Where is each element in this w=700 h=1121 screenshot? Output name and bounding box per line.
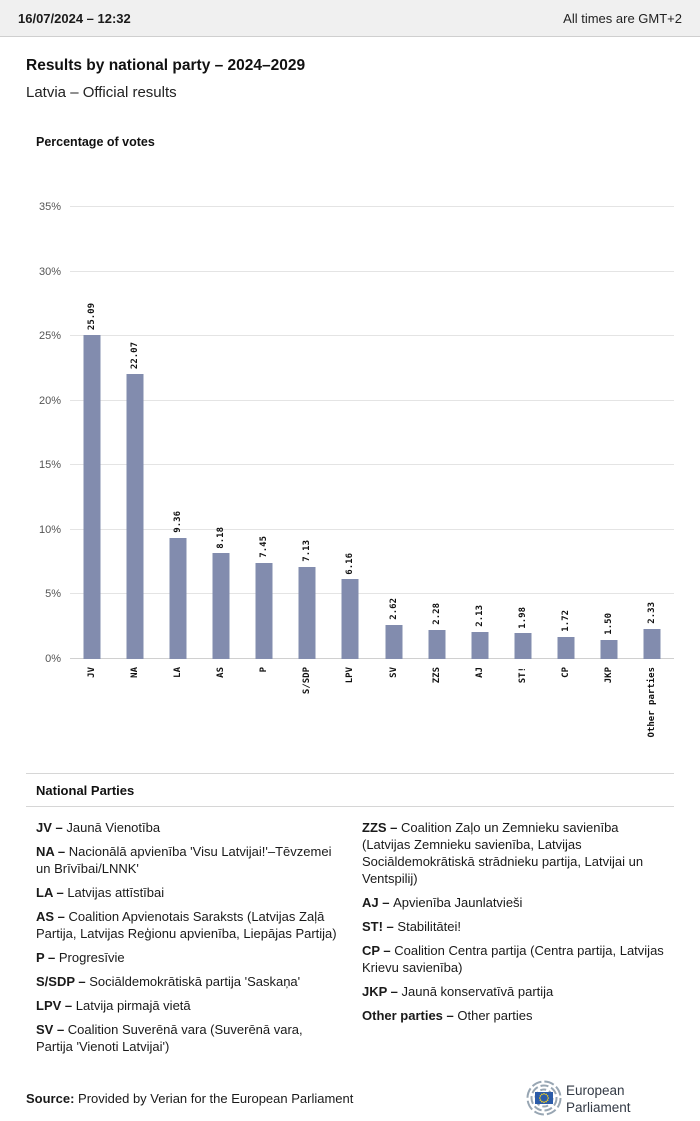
bar-column: [286, 207, 329, 695]
source-line: [26, 1091, 353, 1106]
european-parliament-logo: [520, 1076, 676, 1120]
bar-value-label: 2.13: [474, 604, 485, 627]
bar-columns: [70, 207, 674, 738]
bar-column: [70, 207, 113, 678]
datetime-label: 16/07/2024 – 12:32: [18, 10, 131, 26]
legend-item: [362, 918, 664, 935]
party-code: CP –: [362, 943, 395, 958]
timezone-note: All times are GMT+2: [563, 10, 682, 26]
x-tick-label: AJ: [474, 667, 485, 678]
y-tick-label: 15%: [38, 459, 61, 472]
bar: [126, 374, 143, 659]
legend-item: [36, 949, 338, 966]
bar-value-label: 2.62: [388, 598, 399, 621]
party-name: Progresīvie: [58, 950, 125, 965]
legend-item: [36, 1021, 338, 1055]
title-block: [26, 57, 674, 101]
bar: [169, 538, 186, 659]
y-tick-label: 5%: [45, 588, 61, 601]
bar-column: [329, 207, 372, 684]
party-name: Coalition Zaļo un Zemnieku savienība (Latvijas Zemnieku savienība, Latvijas Sociāldemokrātiskā strādnieku partija, Latvijai un Ventspilij): [362, 820, 644, 886]
bar-column: [545, 207, 588, 678]
y-tick-label: 30%: [38, 265, 61, 278]
bar-value-label: 8.18: [215, 526, 226, 549]
party-code: JV –: [36, 820, 67, 835]
bar-value-label: 22.07: [129, 341, 140, 369]
legend-item: [362, 983, 664, 1000]
national-parties-legend: [26, 773, 674, 1062]
bar-column: [415, 207, 458, 684]
party-code: SV –: [36, 1022, 68, 1037]
plot-area: [38, 201, 674, 738]
y-tick-label: 10%: [38, 523, 61, 536]
bar: [601, 640, 618, 659]
bar-column: [588, 207, 631, 684]
bar-column: [372, 207, 415, 678]
legend-item: [36, 884, 338, 901]
x-tick-label: P: [259, 667, 270, 673]
legend-column-right: [362, 819, 664, 1062]
party-name: Other parties: [457, 1008, 533, 1023]
party-code: LPV –: [36, 998, 76, 1013]
x-tick-label: ZZS: [431, 667, 442, 684]
party-name: Jaunā konservatīvā partija: [401, 984, 554, 999]
party-name: Latvijas attīstībai: [67, 885, 165, 900]
party-name: Stabilitātei!: [397, 919, 461, 934]
x-tick-label: S/SDP: [302, 667, 313, 695]
bar-value-label: 1.72: [561, 610, 572, 632]
x-tick-label: CP: [561, 667, 572, 678]
party-code: S/SDP –: [36, 974, 90, 989]
party-name: Sociāldemokrātiskā partija 'Saskaņa': [89, 974, 301, 989]
source-label: Source:: [26, 1090, 75, 1106]
legend-item: [36, 973, 338, 990]
logo-text-line1: European: [566, 1083, 625, 1098]
page-subtitle: Latvia – Official results: [26, 84, 177, 101]
legend-item: [362, 819, 664, 887]
party-name: Coalition Suverēnā vara (Suverēnā vara, Partija 'Vienoti Latvijai'): [36, 1022, 303, 1054]
bar-column: [458, 207, 501, 678]
bar-value-label: 1.50: [604, 612, 615, 635]
bar-value-label: 9.36: [172, 511, 183, 534]
page-title: Results by national party – 2024–2029: [26, 57, 306, 74]
x-tick-label: JKP: [604, 667, 615, 684]
bar: [471, 632, 488, 660]
bar: [558, 637, 575, 659]
y-tick-label: 25%: [38, 330, 61, 343]
party-name: Nacionālā apvienība 'Visu Latvijai!'–Tēvzemei un Brīvībai/LNNK': [36, 844, 332, 876]
party-name: Apvienība Jaunlatvieši: [393, 895, 523, 910]
party-code: NA –: [36, 844, 69, 859]
bar-value-label: 2.33: [647, 602, 658, 624]
bar: [385, 625, 402, 659]
y-tick-label: 0%: [45, 653, 61, 665]
bar: [256, 563, 273, 659]
chart-title: Percentage of votes: [36, 135, 155, 149]
y-tick-label: 20%: [38, 394, 61, 407]
results-bar-chart: [26, 135, 678, 757]
legend-column-left: [36, 819, 338, 1062]
top-bar: [0, 0, 700, 37]
bar: [428, 630, 445, 659]
bar-column: [631, 207, 674, 738]
bar-column: [501, 207, 544, 684]
bar: [342, 579, 359, 659]
bar: [514, 633, 531, 659]
page-footer: [26, 1076, 676, 1120]
legend-item: [36, 997, 338, 1014]
source-text: Provided by Verian for the European Parliament: [78, 1090, 354, 1106]
party-name: Coalition Centra partija (Centra partija, Latvijas Krievu savienība): [362, 943, 664, 975]
bar: [644, 629, 661, 659]
bar-value-label: 6.16: [345, 552, 356, 575]
party-code: ST! –: [362, 919, 398, 934]
legend-item: [362, 1007, 664, 1024]
party-code: JKP –: [362, 984, 402, 999]
x-tick-label: SV: [388, 667, 399, 678]
legend-item: [36, 908, 338, 942]
bar-column: [156, 207, 199, 678]
x-tick-label: ST!: [517, 667, 528, 684]
bar: [299, 567, 316, 659]
legend-columns: [26, 807, 674, 1062]
logo-text-line2: Parliament: [566, 1100, 631, 1115]
bar: [83, 335, 100, 659]
bar-column: [199, 207, 242, 678]
legend-heading: National Parties: [36, 783, 135, 798]
x-tick-label: JV: [86, 667, 97, 678]
legend-item: [36, 819, 338, 836]
x-tick-label: NA: [129, 667, 140, 678]
bar-value-label: 7.45: [259, 536, 270, 558]
party-code: AS –: [36, 909, 69, 924]
party-code: LA –: [36, 885, 68, 900]
bar-value-label: 25.09: [86, 302, 97, 330]
x-tick-label: LA: [172, 667, 183, 678]
bar: [212, 553, 229, 659]
bar-value-label: 1.98: [517, 606, 528, 629]
party-code: Other parties –: [362, 1008, 458, 1023]
party-code: ZZS –: [362, 820, 402, 835]
x-tick-label: Other parties: [647, 667, 658, 738]
x-tick-label: LPV: [345, 667, 356, 684]
bar-value-label: 7.13: [302, 540, 313, 562]
bar-column: [243, 207, 286, 673]
legend-item: [362, 894, 664, 911]
party-name: Coalition Apvienotais Saraksts (Latvijas Zaļā Partija, Latvijas Reģionu apvienība, Liepājas Partija): [36, 909, 337, 941]
legend-item: [362, 942, 664, 976]
y-tick-label: 35%: [38, 201, 61, 213]
legend-item: [36, 843, 338, 877]
party-code: AJ –: [362, 895, 394, 910]
party-code: P –: [36, 950, 59, 965]
party-name: Jaunā Vienotība: [66, 820, 161, 835]
x-tick-label: AS: [215, 667, 226, 678]
bar-column: [113, 207, 156, 678]
bar-value-label: 2.28: [431, 602, 442, 625]
party-name: Latvija pirmajā vietā: [75, 998, 191, 1013]
